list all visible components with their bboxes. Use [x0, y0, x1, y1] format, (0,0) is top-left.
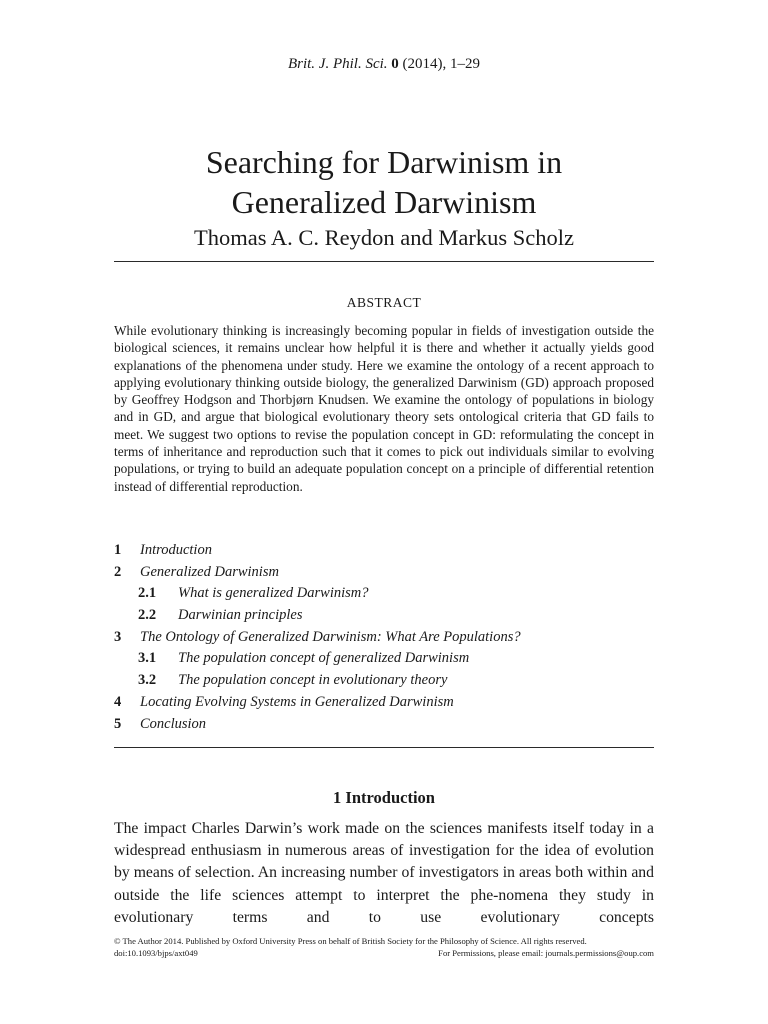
title-line-2: Generalized Darwinism: [231, 184, 537, 220]
abstract-text: While evolutionary thinking is increasingly becoming popular in fields of investigation outside the biological sciences, it remains unclear how helpful it is there and whether it actually yields good explanations of the phenomena under study. Here we examine the ontology of a recent approach to applying evolutionary thinking outside biology, the generalized Darwinism (GD) approach proposed by Geoffrey Hodgson and Thorbjørn Knudsen. We examine the ontology of populations in biology and in GD, and argue that biological evolutionary theory sets ontological criteria that GD fails to meet. We suggest two options to revise the population concept in GD: reformulating the concept in terms of inheritance and reproduction such that it comes to pick out individuals similar to evolving populations, or trying to build an adequate population concept on a principle of differential retention instead of differential reproduction.: [114, 323, 654, 494]
toc-label: Generalized Darwinism: [140, 563, 279, 580]
toc-label: Conclusion: [140, 715, 207, 732]
title-line-1: Searching for Darwinism in: [205, 144, 563, 180]
journal-reference: [0, 56, 768, 73]
toc-item: [114, 562, 654, 584]
toc-label: Locating Evolving Systems in Generalized Darwinism: [140, 693, 454, 710]
toc-label: Introduction: [140, 542, 212, 558]
toc-item: [114, 605, 654, 627]
journal-volume: 0: [391, 56, 399, 72]
introduction-paragraph: The impact Charles Darwin’s work made on the sciences manifests itself today in a widespread enthusiasm in numerous areas of investigation for the idea of evolution by means of selection. An increasing number of investigators in areas both within and outside the life sciences attempt to interpret the phe-nomena they study in evolutionary terms and to use evolutionary concepts: [114, 820, 654, 926]
toc-item: [114, 648, 654, 670]
doi-text: doi:10.1093/bjps/axt049: [114, 948, 198, 958]
toc-label: The population concept in evolutionary theory: [178, 672, 448, 689]
toc-divider: [114, 747, 654, 748]
toc-item: [114, 540, 654, 562]
toc-label: The Ontology of Generalized Darwinism: What Are Populations?: [140, 628, 521, 645]
toc-item: [114, 670, 654, 692]
permissions-text: For Permissions, please email: journals.permissions@oup.com: [438, 948, 654, 958]
toc-number: 2: [114, 563, 122, 580]
toc-item: [114, 714, 654, 736]
toc-number: 2.1: [138, 585, 157, 602]
paper-title: [0, 142, 768, 222]
journal-name: Brit. J. Phil. Sci.: [287, 56, 388, 72]
toc-number: 1: [114, 542, 122, 558]
table-of-contents: [114, 540, 654, 735]
toc-number: 5: [114, 715, 122, 732]
section-heading-introduction: 1 Introduction: [333, 788, 435, 807]
toc-label: What is generalized Darwinism?: [178, 585, 369, 602]
paper-authors: Thomas A. C. Reydon and Markus Scholz: [194, 225, 574, 250]
abstract-heading: ABSTRACT: [346, 295, 422, 310]
title-divider: [114, 261, 654, 262]
copyright-notice: © The Author 2014. Published by Oxford University Press on behalf of British Society for the Philosophy of Science. All rights reserved.: [114, 936, 587, 946]
toc-item: [114, 692, 654, 714]
toc-item: [114, 627, 654, 649]
toc-number: 4: [114, 693, 122, 710]
toc-label: Darwinian principles: [178, 607, 303, 624]
toc-number: 2.2: [138, 607, 157, 624]
toc-label: The population concept of generalized Darwinism: [178, 650, 470, 667]
toc-item: [114, 583, 654, 605]
page-footer: [114, 935, 654, 959]
toc-number: 3.2: [138, 672, 157, 689]
journal-year-pages: (2014), 1–29: [402, 56, 481, 72]
toc-number: 3: [114, 628, 122, 645]
toc-number: 3.1: [138, 650, 157, 667]
